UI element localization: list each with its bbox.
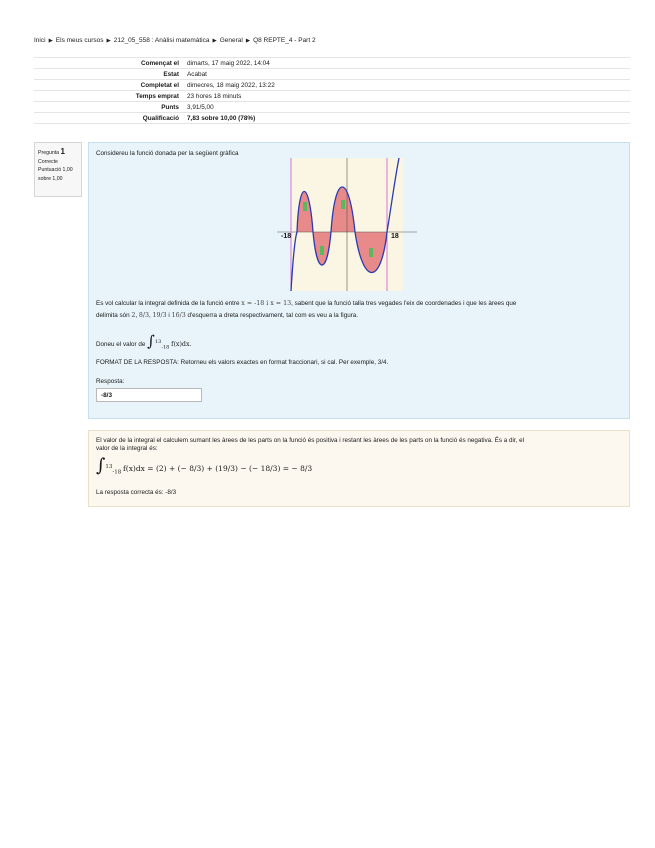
question-text-1 <box>96 300 516 307</box>
text1-a: Es vol calcular la integral definida de la funció entre <box>96 300 240 307</box>
text3: Doneu el valor de <box>96 341 146 348</box>
summary-value: dimecres, 18 maig 2022, 13:22 <box>185 80 630 91</box>
general-feedback <box>88 430 630 507</box>
integral-icon: ∫ <box>147 332 155 350</box>
summary-label: Estat <box>34 69 185 80</box>
breadcrumb-home[interactable]: Inici <box>34 37 46 44</box>
area-value: 19/3 <box>152 312 167 319</box>
feedback-integral-upper: 13 <box>105 463 113 470</box>
question-number: 1 <box>60 147 65 156</box>
area-label-4 <box>369 248 373 257</box>
format-instructions: FORMAT DE LA RESPOSTA: Retorneu els valors exactes en format fraccionari, si cal. Per exemple, 3/4. <box>96 359 389 366</box>
area-value: 16/3 <box>171 312 186 319</box>
integration-limits: x = -18 i x = 13 <box>241 300 292 307</box>
text2-a: delimita són <box>96 312 130 319</box>
area-label-3 <box>341 200 345 209</box>
summary-value: 3,91/5,00 <box>185 102 630 113</box>
summary-value: 23 hores 18 minuts <box>185 91 630 102</box>
answer-label: Resposta: <box>96 378 125 385</box>
question-intro: Considereu la funció donada per la següent gràfica <box>96 150 239 157</box>
breadcrumb-separator-icon: ▶ <box>106 38 111 44</box>
summary-label: Completat el <box>34 80 185 91</box>
breadcrumb-separator-icon: ▶ <box>245 38 251 44</box>
breadcrumb-my-courses[interactable]: Els meus cursos <box>55 37 104 44</box>
function-graph <box>277 158 417 291</box>
summary-value: dimarts, 17 maig 2022, 14:04 <box>185 58 630 69</box>
breadcrumb-quiz[interactable]: Q8 REPTE_4 - Part 2 <box>253 37 316 44</box>
question-text-2: delimita són 2, 8/3, 19/3 i 16/3 d'esquerra a dreta respectivament, tal com es veu a la figura. <box>96 312 359 319</box>
integral-icon: ∫ <box>96 455 106 476</box>
breadcrumb-general[interactable]: General <box>219 37 243 44</box>
x-min-label: -18 <box>281 233 292 240</box>
correct-answer: La resposta correcta és: -8/3 <box>96 489 177 496</box>
question-state: Correcte <box>38 159 58 166</box>
question-label: Pregunta <box>38 150 60 156</box>
summary-label: Qualificació <box>34 113 185 124</box>
integral-lower: -18 <box>161 344 170 351</box>
summary-row <box>34 91 630 102</box>
answer-input[interactable]: -8/3 <box>96 388 202 402</box>
breadcrumb-separator-icon: ▶ <box>48 38 53 44</box>
area-value: 2 <box>131 312 136 319</box>
area-label-2 <box>320 246 324 255</box>
text1-c: , sabent que la funció talla tres vegades l'eix de coordenades i que les àrees que <box>291 300 517 307</box>
feedback-expression: f(x)dx = (2) + (− 8/3) + (19/3) − (− 18/3) = − 8/3 <box>123 464 313 473</box>
question-content <box>88 142 630 419</box>
summary-value: Acabat <box>185 69 630 80</box>
feedback-integral-lower: -18 <box>112 469 122 476</box>
integral-upper: 13 <box>154 338 162 345</box>
summary-row <box>34 102 630 113</box>
summary-row <box>34 58 630 69</box>
feedback-formula <box>96 455 312 476</box>
breadcrumb <box>34 37 316 44</box>
area-value: 8/3 <box>138 312 150 319</box>
summary-row <box>34 69 630 80</box>
summary-value: 7,83 sobre 10,00 (78%) <box>185 113 630 124</box>
breadcrumb-course[interactable]: 212_05_558 : Anàlisi matemàtica <box>113 37 210 44</box>
question-mark: Puntuació 1,00 sobre 1,00 <box>38 167 73 182</box>
summary-label: Punts <box>34 102 185 113</box>
attempt-summary-table <box>34 57 630 124</box>
area-label-1 <box>303 202 307 211</box>
summary-label: Temps emprat <box>34 91 185 102</box>
summary-row <box>34 80 630 91</box>
breadcrumb-separator-icon: ▶ <box>212 38 217 44</box>
question-info <box>34 142 82 197</box>
feedback-text-1: El valor de la integral el calculem sumant les àrees de les parts on la funció és positiva i restant les àrees de les parts on la funció és negativa. És a dir, el <box>96 437 525 444</box>
integrand: f(x)dx. <box>171 341 192 348</box>
question-text-3 <box>96 332 192 350</box>
summary-label: Començat el <box>34 58 185 69</box>
text2-b: d'esquerra a dreta respectivament, tal com es veu a la figura. <box>187 312 359 319</box>
feedback-text-2: valor de la integral és: <box>96 445 158 452</box>
summary-row <box>34 113 630 124</box>
x-max-label: 18 <box>391 233 399 240</box>
